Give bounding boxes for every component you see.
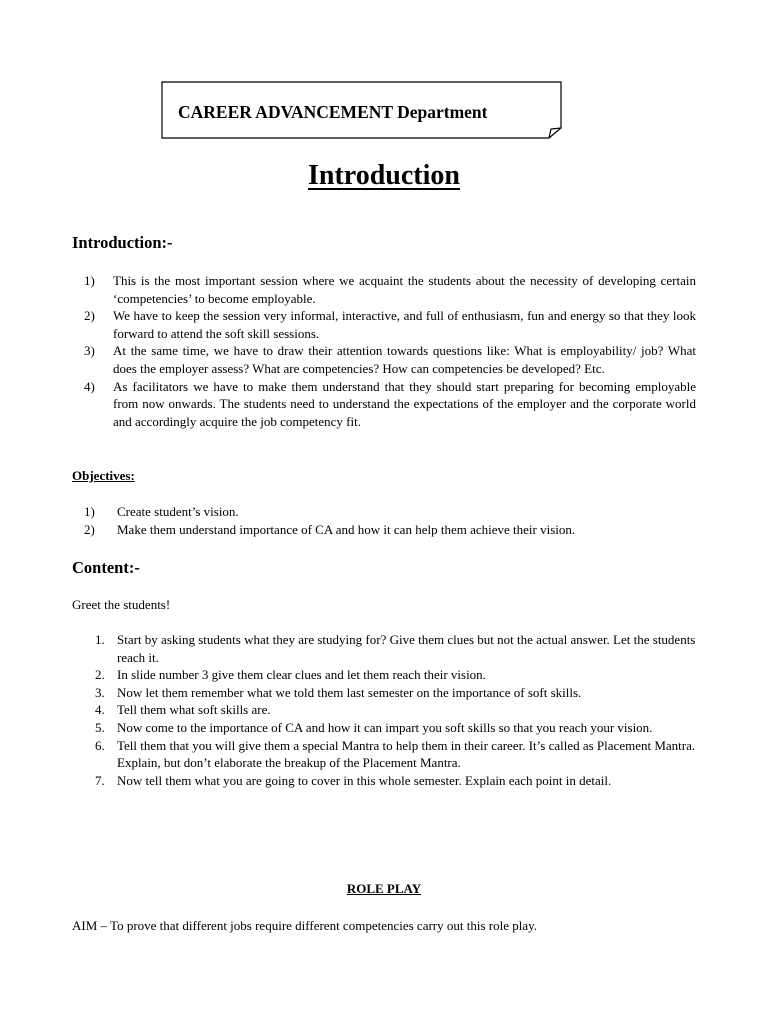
- list-item: 1) Create student’s vision.: [84, 504, 239, 519]
- content-list: [72, 631, 696, 789]
- department-title: CAREER ADVANCEMENT Department: [178, 102, 488, 122]
- list-item: 4) As facilitators we have to make them understand that they should start preparing for becoming employable from now onwards. The students need to understand the expectations of the employer and the corporate world and accordingly acquire the job competency fit.: [84, 378, 696, 429]
- introduction-heading: Introduction:-: [72, 233, 173, 252]
- list-item: 1. Start by asking students what they are studying for? Give them clues but not the actual answer. Let the students reach it.: [95, 632, 696, 665]
- list-item: 3. Now let them remember what we told them last semester on the importance of soft skills.: [95, 684, 582, 700]
- list-item: 4. Tell them what soft skills are.: [95, 702, 271, 718]
- introduction-list: [72, 272, 696, 430]
- content-heading: Content:-: [72, 558, 140, 577]
- list-item: 6. Tell them that you will give them a special Mantra to help them in their career. It’s called as Placement Mantra. Explain, but don’t elaborate the breakup of the Placement Mantra.: [95, 737, 696, 771]
- list-item: 2) We have to keep the session very informal, interactive, and full of enthusiasm, fun and energy so that they look forward to attend the soft skill sessions.: [84, 308, 696, 341]
- greeting-text: Greet the students!: [72, 597, 171, 612]
- role-play-heading: ROLE PLAY: [346, 881, 422, 896]
- list-item: 2) Make them understand importance of CA and how it can help them achieve their vision.: [84, 521, 576, 537]
- list-item: 1) This is the most important session where we acquaint the students about the necessity of developing certain ‘competencies’ to become employable.: [84, 273, 696, 306]
- list-item: 5. Now come to the importance of CA and how it can impart you soft skills so that you reach your vision.: [95, 719, 653, 735]
- list-item: 2. In slide number 3 give them clear clues and let them reach their vision.: [95, 667, 486, 683]
- department-box: [160, 80, 563, 140]
- list-item: 3) At the same time, we have to draw their attention towards questions like: What is employability/ job? What does the employer assess? What are competencies? How can competencies be developed? Etc.: [84, 343, 696, 376]
- objectives-heading: Objectives:: [72, 468, 135, 483]
- page-title: Introduction: [308, 160, 460, 191]
- role-play-aim: AIM – To prove that different jobs require different competencies carry out this role play.: [72, 918, 538, 933]
- objectives-list: [72, 503, 696, 538]
- list-item: 7. Now tell them what you are going to cover in this whole semester. Explain each point in detail.: [95, 772, 612, 788]
